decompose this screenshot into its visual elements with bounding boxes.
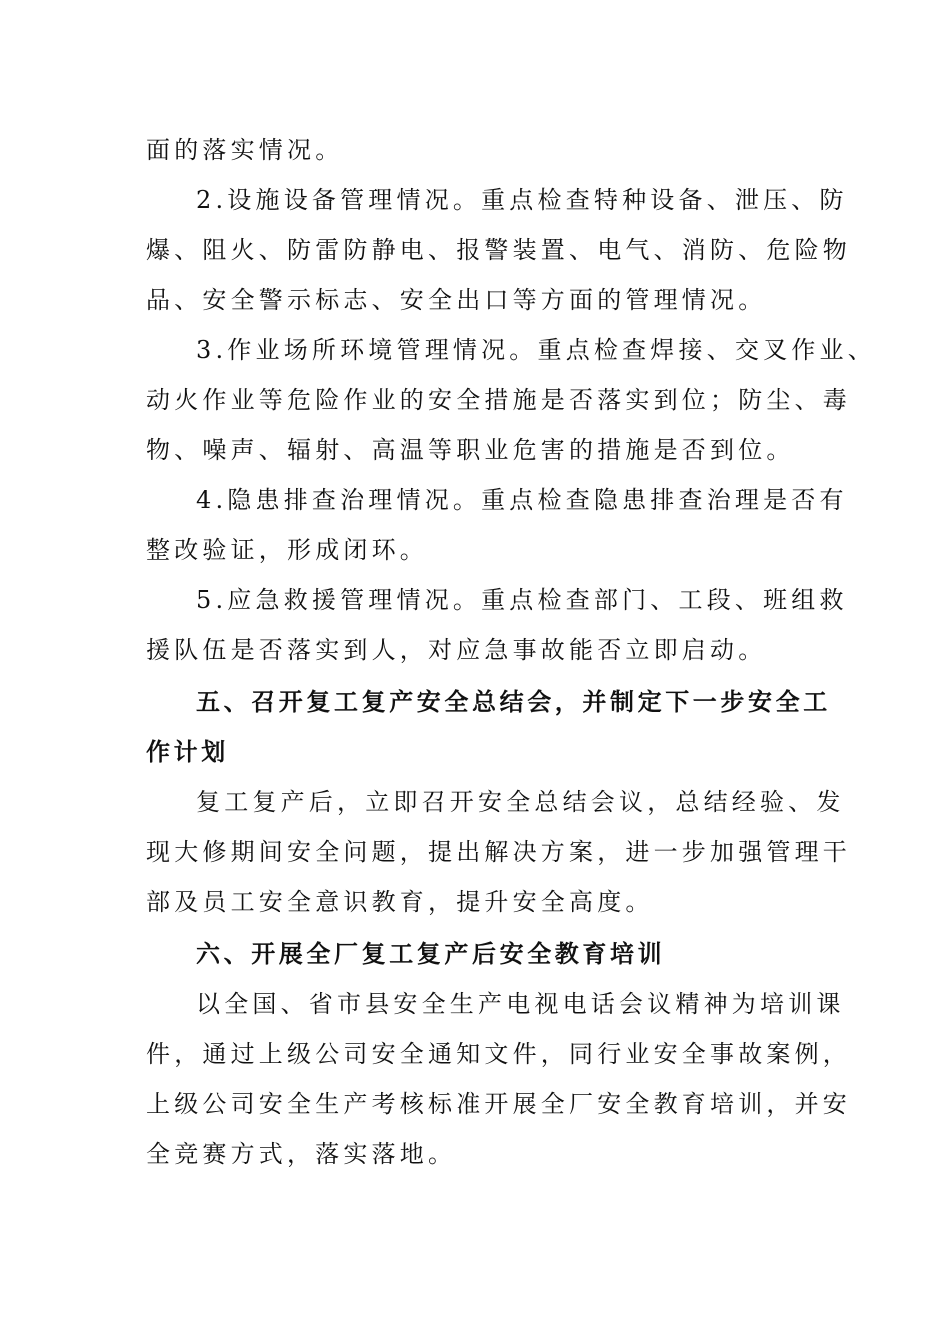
paragraph-line: 件，通过上级公司安全通知文件，同行业安全事故案例， (146, 1040, 851, 1068)
paragraph-line: 复工复产后，立即召开安全总结会议，总结经验、发 (196, 788, 845, 816)
paragraph-line: 上级公司安全生产考核标准开展全厂安全教育培训，并安 (146, 1090, 851, 1118)
paragraph-line: 爆、阻火、防雷防静电、报警装置、电气、消防、危险物 (146, 236, 851, 264)
paragraph-line: 现大修期间安全问题，提出解决方案，进一步加强管理干 (146, 838, 851, 866)
paragraph-line: 以全国、省市县安全生产电视电话会议精神为培训课 (196, 990, 845, 1018)
paragraph-line: 整改验证，形成闭环。 (146, 536, 428, 564)
paragraph-line: 物、噪声、辐射、高温等职业危害的措施是否到位。 (146, 436, 795, 464)
section-heading: 作计划 (146, 738, 229, 766)
section-heading: 五、召开复工复产安全总结会，并制定下一步安全工 (196, 688, 831, 716)
paragraph-line: 3.作业场所环境管理情况。重点检查焊接、交叉作业、 (196, 336, 876, 364)
paragraph-line: 品、安全警示标志、安全出口等方面的管理情况。 (146, 286, 767, 314)
paragraph-line: 面的落实情况。 (146, 136, 344, 164)
paragraph-line: 全竞赛方式，落实落地。 (146, 1140, 457, 1168)
paragraph-line: 援队伍是否落实到人，对应急事故能否立即启动。 (146, 636, 767, 664)
paragraph-line: 2.设施设备管理情况。重点检查特种设备、泄压、防 (196, 186, 848, 214)
paragraph-line: 4.隐患排查治理情况。重点检查隐患排查治理是否有 (196, 486, 848, 514)
paragraph-line: 动火作业等危险作业的安全措施是否落实到位；防尘、毒 (146, 386, 851, 414)
paragraph-line: 5.应急救援管理情况。重点检查部门、工段、班组救 (196, 586, 848, 614)
paragraph-line: 部及员工安全意识教育，提升安全高度。 (146, 888, 654, 916)
section-heading: 六、开展全厂复工复产后安全教育培训 (196, 940, 666, 968)
